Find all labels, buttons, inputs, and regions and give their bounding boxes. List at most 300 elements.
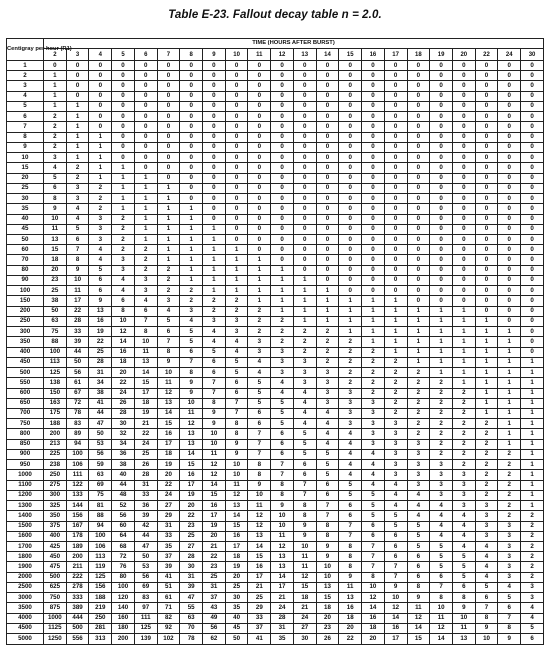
decay-value-cell: 0 [203, 132, 226, 142]
dose-rate-cell: 8 [7, 132, 44, 142]
decay-value-cell: 0 [203, 214, 226, 224]
dose-rate-cell: 1200 [7, 490, 44, 500]
hour-column-header: 3 [66, 49, 89, 61]
decay-value-cell: 0 [452, 214, 475, 224]
decay-value-cell: 200 [44, 429, 67, 439]
decay-value-cell: 1 [203, 265, 226, 275]
decay-value-cell: 0 [407, 173, 430, 183]
decay-value-cell: 0 [225, 163, 248, 173]
decay-value-cell: 0 [180, 101, 203, 111]
decay-value-cell: 3 [316, 388, 339, 398]
dose-rate-cell: 550 [7, 378, 44, 388]
decay-value-cell: 12 [112, 327, 135, 337]
decay-value-cell: 4 [452, 521, 475, 531]
decay-value-cell: 0 [248, 214, 271, 224]
decay-value-cell: 1 [430, 327, 453, 337]
decay-value-cell: 5 [452, 562, 475, 572]
decay-value-cell: 56 [203, 623, 226, 633]
decay-value-cell: 22 [89, 337, 112, 347]
decay-value-cell: 10 [384, 593, 407, 603]
decay-value-cell: 200 [66, 552, 89, 562]
decay-value-cell: 3 [475, 521, 498, 531]
decay-value-cell: 1 [362, 306, 385, 316]
decay-value-cell: 100 [66, 449, 89, 459]
decay-value-cell: 8 [225, 429, 248, 439]
decay-value-cell: 0 [430, 234, 453, 244]
decay-value-cell: 0 [521, 122, 544, 132]
decay-value-cell: 0 [498, 214, 521, 224]
dose-rate-cell: 300 [7, 327, 44, 337]
decay-value-cell: 0 [248, 163, 271, 173]
decay-value-cell: 33 [66, 327, 89, 337]
decay-value-cell: 1 [475, 327, 498, 337]
decay-value-cell: 3 [407, 470, 430, 480]
decay-value-cell: 4 [271, 378, 294, 388]
decay-value-cell: 7 [225, 408, 248, 418]
decay-value-cell: 14 [362, 603, 385, 613]
decay-value-cell: 3 [89, 234, 112, 244]
decay-value-cell: 0 [407, 194, 430, 204]
dose-rate-cell: 2500 [7, 582, 44, 592]
decay-value-cell: 2 [407, 398, 430, 408]
decay-value-cell: 0 [339, 132, 362, 142]
decay-value-cell: 0 [225, 183, 248, 193]
decay-value-cell: 0 [362, 61, 385, 71]
decay-value-cell: 4 [362, 470, 385, 480]
decay-value-cell: 1 [339, 327, 362, 337]
decay-value-cell: 0 [521, 61, 544, 71]
decay-value-cell: 2 [452, 460, 475, 470]
decay-value-cell: 0 [521, 204, 544, 214]
decay-value-cell: 211 [66, 562, 89, 572]
decay-value-cell: 0 [452, 234, 475, 244]
decay-value-cell: 500 [66, 623, 89, 633]
decay-value-cell: 0 [203, 163, 226, 173]
decay-value-cell: 1 [293, 316, 316, 326]
decay-value-cell: 8 [498, 623, 521, 633]
table-row [7, 501, 544, 511]
decay-value-cell: 1 [430, 316, 453, 326]
decay-value-cell: 10 [225, 460, 248, 470]
decay-value-cell: 0 [339, 91, 362, 101]
decay-value-cell: 0 [271, 214, 294, 224]
decay-value-cell: 0 [157, 112, 180, 122]
decay-value-cell: 0 [452, 194, 475, 204]
decay-value-cell: 17 [66, 296, 89, 306]
decay-value-cell: 63 [89, 470, 112, 480]
table-row [7, 593, 544, 603]
decay-value-cell: 0 [362, 81, 385, 91]
decay-value-cell: 1 [452, 368, 475, 378]
decay-value-cell: 17 [248, 572, 271, 582]
decay-value-cell: 4 [362, 480, 385, 490]
decay-value-cell: 5 [430, 542, 453, 552]
decay-value-cell: 3 [452, 501, 475, 511]
decay-value-cell: 0 [407, 296, 430, 306]
table-row [7, 398, 544, 408]
decay-value-cell: 0 [452, 255, 475, 265]
decay-value-cell: 222 [66, 572, 89, 582]
decay-value-cell: 2 [134, 265, 157, 275]
decay-value-cell: 20 [112, 368, 135, 378]
decay-value-cell: 0 [271, 91, 294, 101]
decay-value-cell: 5 [316, 460, 339, 470]
page-title: Table E-23. Fallout decay table n = 2.0. [168, 9, 382, 21]
decay-value-cell: 500 [44, 572, 67, 582]
decay-value-cell: 0 [112, 112, 135, 122]
decay-value-cell: 0 [430, 204, 453, 214]
dose-rate-cell: 3000 [7, 593, 44, 603]
decay-value-cell: 2 [44, 142, 67, 152]
decay-value-cell: 4 [407, 501, 430, 511]
decay-value-cell: 3 [339, 419, 362, 429]
decay-value-cell: 9 [271, 501, 294, 511]
decay-value-cell: 1 [180, 265, 203, 275]
decay-value-cell: 63 [44, 316, 67, 326]
decay-value-cell: 0 [225, 194, 248, 204]
decay-value-cell: 3 [498, 542, 521, 552]
decay-value-cell: 0 [112, 153, 135, 163]
hour-column-header: 4 [89, 49, 112, 61]
dose-rate-cell: 750 [7, 419, 44, 429]
decay-value-cell: 2 [339, 378, 362, 388]
decay-value-cell: 41 [89, 398, 112, 408]
decay-value-cell: 16 [89, 316, 112, 326]
table-row [7, 224, 544, 234]
decay-value-cell: 1 [44, 81, 67, 91]
decay-value-cell: 9 [293, 521, 316, 531]
table-row [7, 255, 544, 265]
decay-value-cell: 42 [134, 521, 157, 531]
decay-value-cell: 25 [225, 582, 248, 592]
decay-value-cell: 50 [44, 306, 67, 316]
decay-value-cell: 0 [89, 112, 112, 122]
decay-value-cell: 5 [248, 398, 271, 408]
decay-value-cell: 15 [407, 634, 430, 645]
decay-value-cell: 0 [271, 112, 294, 122]
decay-value-cell: 17 [157, 439, 180, 449]
decay-value-cell: 6 [339, 511, 362, 521]
decay-value-cell: 16 [112, 347, 135, 357]
decay-value-cell: 10 [271, 521, 294, 531]
decay-value-cell: 0 [452, 275, 475, 285]
decay-value-cell: 4 [407, 511, 430, 521]
decay-value-cell: 1 [112, 163, 135, 173]
decay-value-cell: 12 [384, 603, 407, 613]
decay-value-cell: 5 [407, 542, 430, 552]
decay-value-cell: 6 [452, 582, 475, 592]
decay-value-cell: 0 [203, 122, 226, 132]
decay-value-cell: 13 [248, 531, 271, 541]
decay-value-cell: 19 [89, 327, 112, 337]
table-row [7, 603, 544, 613]
decay-value-cell: 13 [271, 562, 294, 572]
decay-value-cell: 1 [384, 306, 407, 316]
decay-value-cell: 11 [66, 286, 89, 296]
dose-rate-cell: 1300 [7, 501, 44, 511]
decay-value-cell: 32 [112, 429, 135, 439]
decay-value-cell: 0 [271, 163, 294, 173]
decay-value-cell: 167 [66, 521, 89, 531]
decay-value-cell: 2 [384, 378, 407, 388]
decay-value-cell: 3 [384, 460, 407, 470]
hour-column-header: 10 [225, 49, 248, 61]
decay-value-cell: 6 [384, 552, 407, 562]
decay-value-cell: 75 [89, 490, 112, 500]
decay-value-cell: 2 [498, 490, 521, 500]
decay-value-cell: 4 [293, 388, 316, 398]
decay-value-cell: 0 [44, 61, 67, 71]
decay-value-cell: 8 [430, 593, 453, 603]
decay-value-cell: 450 [44, 552, 67, 562]
decay-value-cell: 56 [134, 572, 157, 582]
decay-value-cell: 2 [44, 132, 67, 142]
decay-value-cell: 0 [498, 245, 521, 255]
decay-value-cell: 2 [521, 511, 544, 521]
decay-value-cell: 2 [498, 470, 521, 480]
decay-value-cell: 1 [134, 204, 157, 214]
decay-value-cell: 4 [293, 398, 316, 408]
decay-value-cell: 5 [452, 552, 475, 562]
decay-value-cell: 28 [180, 552, 203, 562]
decay-value-cell: 5 [293, 449, 316, 459]
decay-value-cell: 10 [66, 275, 89, 285]
decay-value-cell: 71 [157, 603, 180, 613]
decay-value-cell: 1 [452, 347, 475, 357]
dose-rate-cell: 1100 [7, 480, 44, 490]
dose-rate-cell: 5 [7, 101, 44, 111]
decay-value-cell: 1 [452, 327, 475, 337]
decay-value-cell: 0 [271, 194, 294, 204]
decay-value-cell: 0 [225, 61, 248, 71]
dose-rate-cell: 1 [7, 61, 44, 71]
decay-value-cell: 30 [225, 593, 248, 603]
decay-value-cell: 6 [316, 480, 339, 490]
decay-value-cell: 72 [66, 398, 89, 408]
decay-value-cell: 3 [225, 316, 248, 326]
decay-value-cell: 13 [271, 552, 294, 562]
decay-value-cell: 88 [89, 511, 112, 521]
decay-value-cell: 4 [339, 429, 362, 439]
decay-value-cell: 19 [157, 460, 180, 470]
decay-value-cell: 1 [339, 316, 362, 326]
decay-value-cell: 1 [430, 337, 453, 347]
decay-value-cell: 2 [452, 398, 475, 408]
decay-value-cell: 10 [430, 603, 453, 613]
decay-value-cell: 9 [225, 439, 248, 449]
decay-value-cell: 10 [203, 429, 226, 439]
decay-value-cell: 20 [339, 623, 362, 633]
decay-value-cell: 4 [316, 419, 339, 429]
decay-value-cell: 1 [225, 245, 248, 255]
decay-value-cell: 9 [293, 531, 316, 541]
decay-value-cell: 2 [475, 460, 498, 470]
decay-value-cell: 3 [362, 398, 385, 408]
dose-rate-cell: 40 [7, 214, 44, 224]
decay-value-cell: 1 [89, 142, 112, 152]
table-row [7, 521, 544, 531]
decay-value-cell: 0 [407, 214, 430, 224]
decay-value-cell: 3 [498, 562, 521, 572]
decay-value-cell: 20 [225, 572, 248, 582]
decay-value-cell: 69 [89, 480, 112, 490]
decay-value-cell: 1 [339, 296, 362, 306]
dose-rate-cell: 4 [7, 91, 44, 101]
decay-value-cell: 1 [271, 265, 294, 275]
decay-value-cell: 4 [112, 286, 135, 296]
decay-value-cell: 0 [271, 132, 294, 142]
decay-value-cell: 2 [112, 214, 135, 224]
decay-value-cell: 0 [475, 163, 498, 173]
decay-value-cell: 1 [180, 204, 203, 214]
decay-value-cell: 1 [521, 449, 544, 459]
decay-value-cell: 0 [157, 163, 180, 173]
decay-value-cell: 0 [271, 255, 294, 265]
table-row [7, 357, 544, 367]
decay-value-cell: 0 [225, 91, 248, 101]
decay-value-cell: 125 [134, 623, 157, 633]
decay-value-cell: 11 [157, 378, 180, 388]
decay-value-cell: 3 [293, 368, 316, 378]
decay-value-cell: 38 [44, 296, 67, 306]
decay-value-cell: 0 [407, 286, 430, 296]
decay-value-cell: 1 [384, 316, 407, 326]
decay-value-cell: 5 [407, 521, 430, 531]
decay-value-cell: 49 [203, 613, 226, 623]
decay-value-cell: 0 [225, 204, 248, 214]
decay-value-cell: 0 [521, 306, 544, 316]
decay-value-cell: 15 [203, 490, 226, 500]
decay-value-cell: 0 [362, 132, 385, 142]
decay-value-cell: 0 [316, 101, 339, 111]
decay-value-cell: 150 [44, 388, 67, 398]
hour-column-header: 22 [475, 49, 498, 61]
decay-value-cell: 11 [339, 582, 362, 592]
decay-value-cell: 0 [452, 132, 475, 142]
decay-value-cell: 0 [112, 132, 135, 142]
decay-value-cell: 4 [430, 521, 453, 531]
decay-value-cell: 0 [316, 234, 339, 244]
decay-value-cell: 7 [248, 439, 271, 449]
decay-value-cell: 0 [384, 101, 407, 111]
decay-value-cell: 139 [134, 634, 157, 645]
decay-value-cell: 25 [89, 347, 112, 357]
decay-value-cell: 1 [180, 214, 203, 224]
decay-value-cell: 0 [225, 142, 248, 152]
decay-value-cell: 6 [180, 347, 203, 357]
dose-rate-cell: 1400 [7, 511, 44, 521]
decay-value-cell: 7 [339, 521, 362, 531]
decay-value-cell: 1 [521, 378, 544, 388]
decay-value-cell: 0 [316, 142, 339, 152]
decay-value-cell: 3 [430, 480, 453, 490]
decay-value-cell: 8 [157, 347, 180, 357]
table-row [7, 316, 544, 326]
decay-value-cell: 1 [112, 194, 135, 204]
decay-value-cell: 2 [248, 306, 271, 316]
decay-value-cell: 0 [498, 71, 521, 81]
decay-value-cell: 0 [339, 275, 362, 285]
decay-value-cell: 0 [362, 224, 385, 234]
decay-value-cell: 0 [362, 142, 385, 152]
decay-value-cell: 0 [316, 214, 339, 224]
decay-value-cell: 102 [157, 634, 180, 645]
decay-value-cell: 0 [452, 153, 475, 163]
decay-value-cell: 18 [44, 255, 67, 265]
decay-value-cell: 1 [134, 234, 157, 244]
decay-value-cell: 6 [225, 378, 248, 388]
decay-value-cell: 1 [430, 347, 453, 357]
table-row [7, 112, 544, 122]
decay-value-cell: 160 [112, 613, 135, 623]
decay-value-cell: 12 [203, 460, 226, 470]
decay-value-cell: 5 [66, 224, 89, 234]
decay-value-cell: 2 [430, 439, 453, 449]
table-row [7, 623, 544, 633]
decay-value-cell: 0 [339, 214, 362, 224]
decay-value-cell: 6 [248, 408, 271, 418]
decay-value-cell: 275 [44, 480, 67, 490]
decay-value-cell: 41 [157, 572, 180, 582]
decay-value-cell: 0 [430, 194, 453, 204]
decay-value-cell: 0 [271, 81, 294, 91]
decay-value-cell: 0 [475, 204, 498, 214]
dose-rate-cell: 3500 [7, 603, 44, 613]
row-header: Centigray per hour (R1) [7, 39, 44, 61]
decay-value-cell: 1 [66, 142, 89, 152]
decay-value-cell: 14 [134, 368, 157, 378]
decay-value-cell: 67 [66, 388, 89, 398]
decay-value-cell: 0 [384, 183, 407, 193]
decay-value-cell: 0 [316, 204, 339, 214]
decay-value-cell: 625 [44, 582, 67, 592]
decay-value-cell: 1 [475, 408, 498, 418]
decay-value-cell: 13 [180, 429, 203, 439]
decay-value-cell: 0 [475, 265, 498, 275]
decay-value-cell: 52 [112, 501, 135, 511]
table-row [7, 337, 544, 347]
decay-value-cell: 76 [112, 562, 135, 572]
decay-value-cell: 38 [112, 460, 135, 470]
decay-value-cell: 68 [112, 542, 135, 552]
decay-value-cell: 2 [475, 470, 498, 480]
decay-value-cell: 11 [407, 603, 430, 613]
decay-value-cell: 1 [157, 224, 180, 234]
decay-value-cell: 0 [134, 101, 157, 111]
decay-value-cell: 0 [112, 71, 135, 81]
decay-value-cell: 33 [248, 613, 271, 623]
decay-value-cell: 12 [293, 572, 316, 582]
hour-column-header: 15 [339, 49, 362, 61]
decay-value-cell: 1 [384, 337, 407, 347]
decay-value-cell: 2 [475, 490, 498, 500]
decay-value-cell: 10 [271, 511, 294, 521]
hour-column-header: 11 [248, 49, 271, 61]
decay-value-cell: 475 [44, 562, 67, 572]
decay-value-cell: 17 [225, 542, 248, 552]
decay-value-cell: 21 [203, 542, 226, 552]
decay-value-cell: 0 [89, 81, 112, 91]
decay-value-cell: 3 [430, 470, 453, 480]
decay-value-cell: 1 [293, 275, 316, 285]
decay-value-cell: 4 [475, 572, 498, 582]
decay-value-cell: 0 [430, 71, 453, 81]
decay-value-cell: 1 [225, 255, 248, 265]
decay-value-cell: 0 [452, 286, 475, 296]
decay-value-cell: 0 [293, 122, 316, 132]
decay-value-cell: 6 [407, 562, 430, 572]
decay-value-cell: 4 [66, 214, 89, 224]
